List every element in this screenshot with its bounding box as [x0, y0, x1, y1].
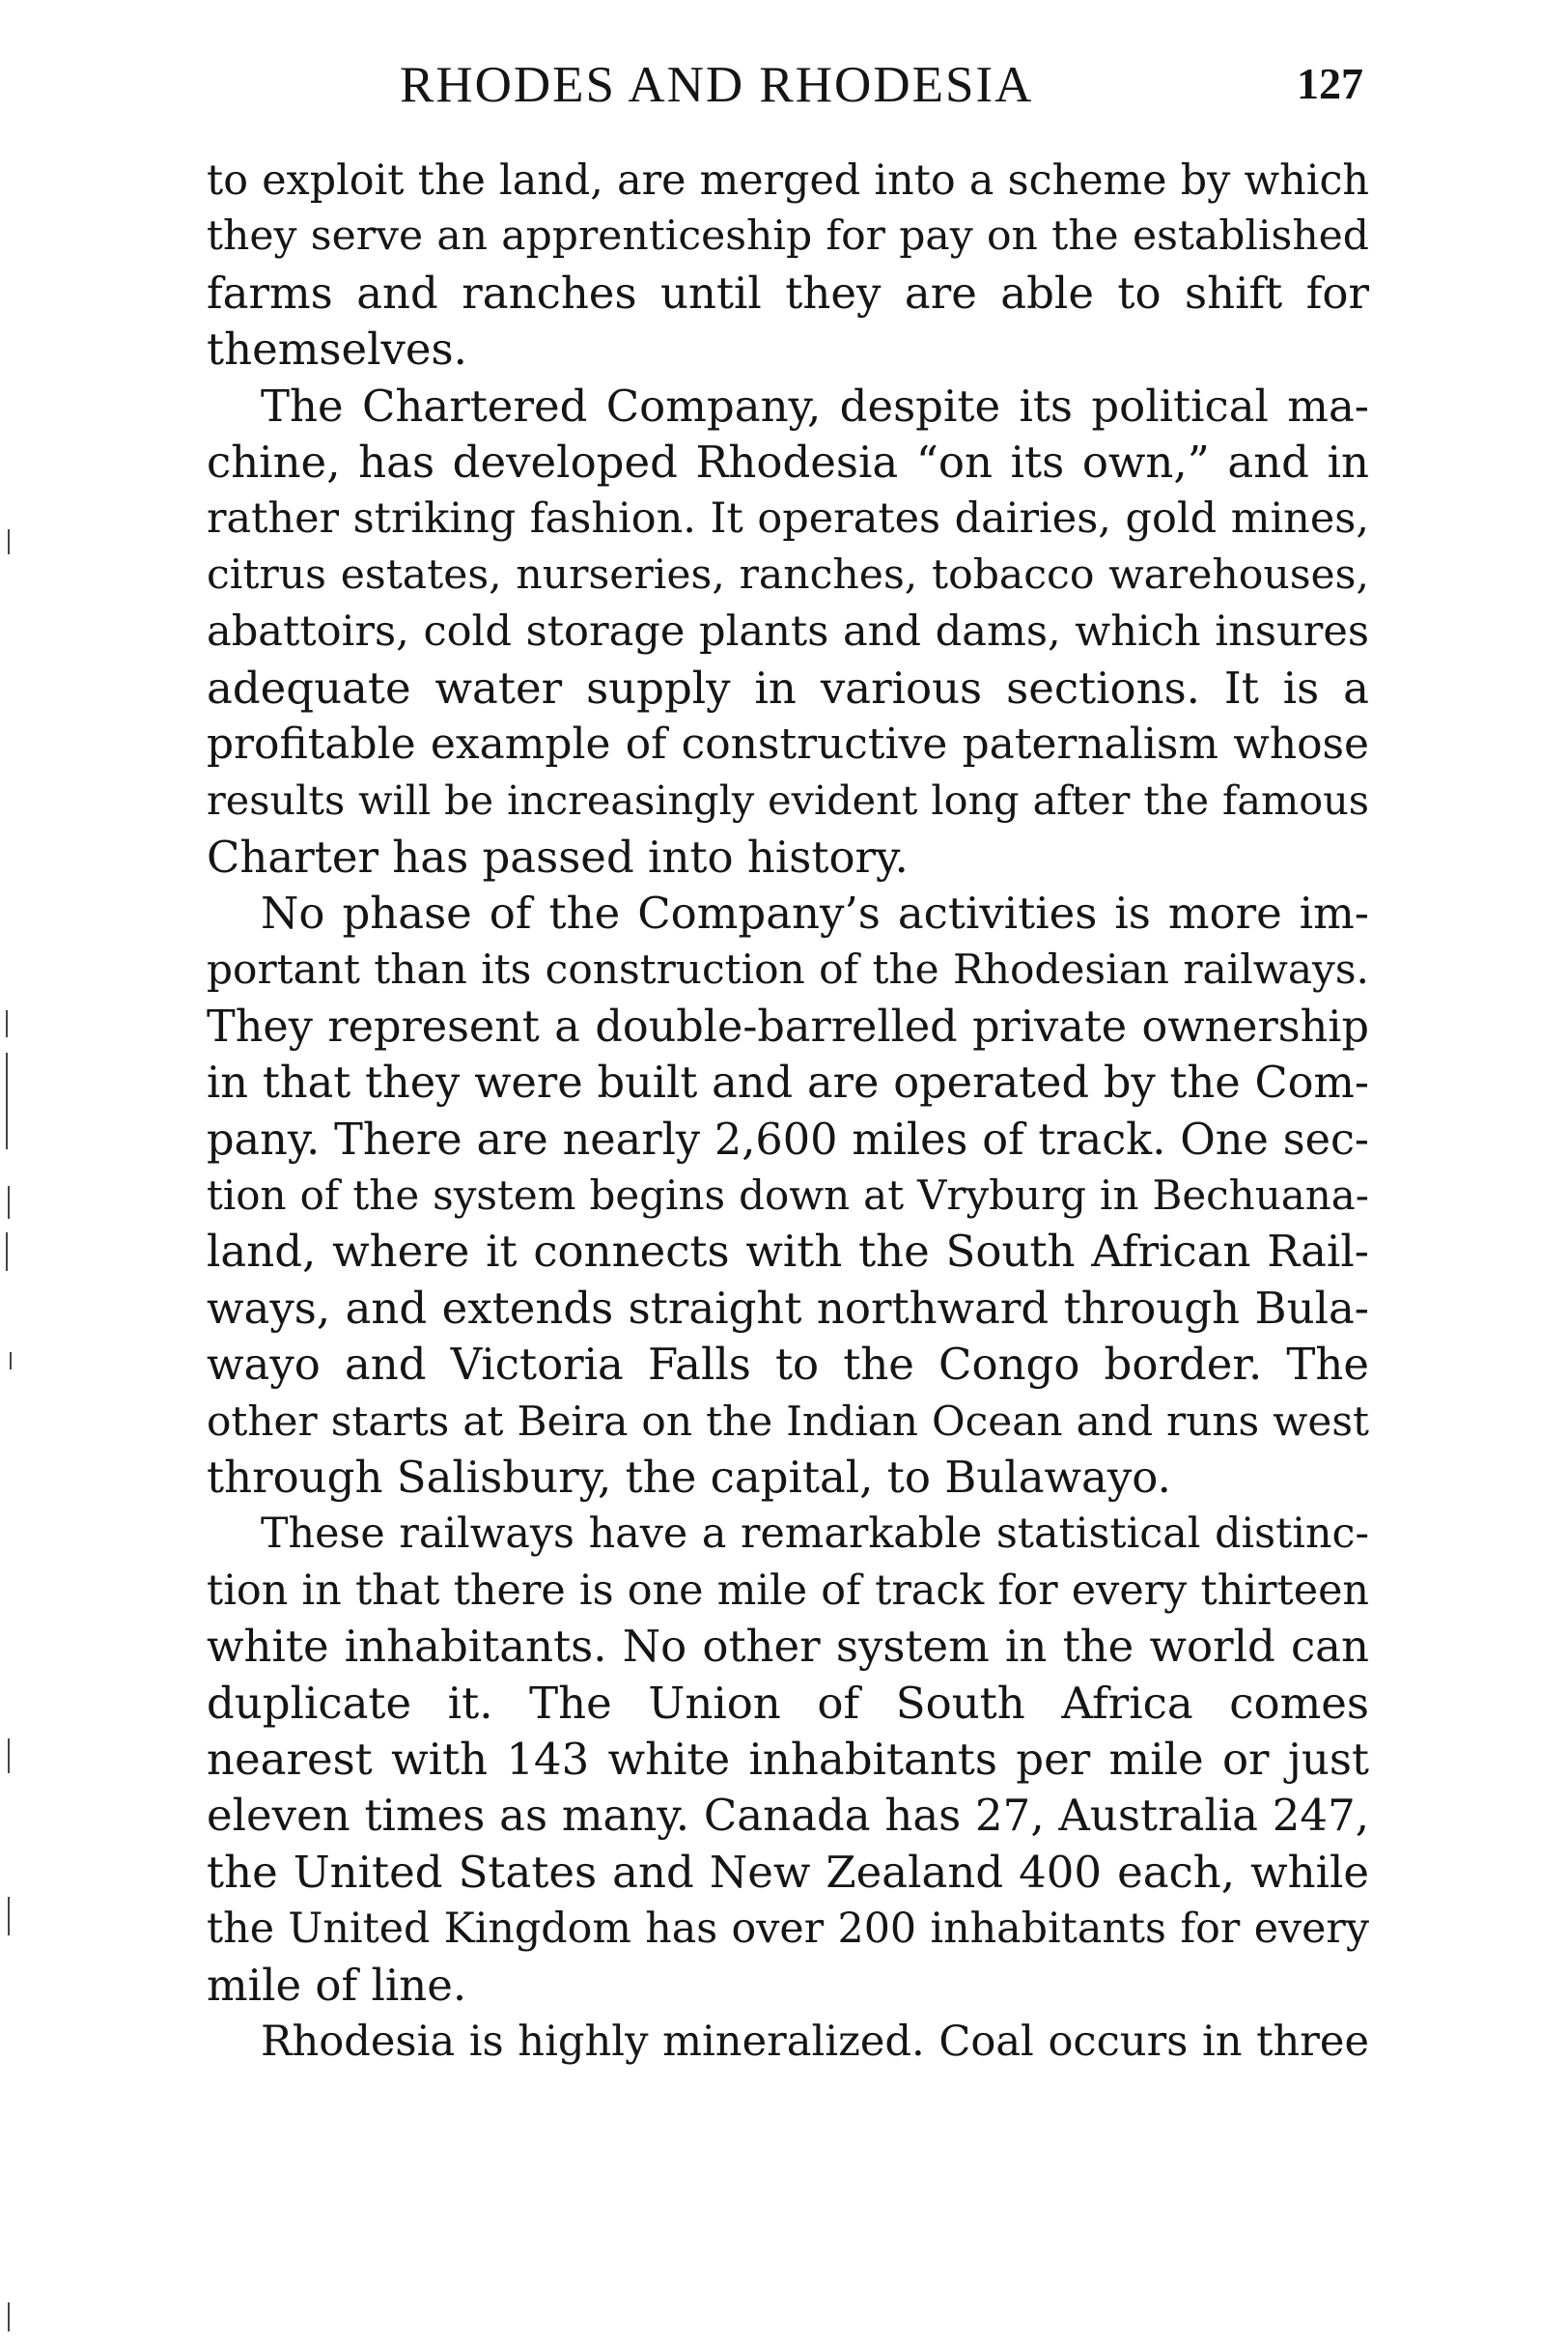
text-line: the United States and New Zealand 400 each, while — [207, 1846, 1369, 1898]
text-line: No phase of the Company’s activities is more im- — [261, 888, 1369, 940]
text-line: wayo and Victoria Falls to the Congo border. The — [207, 1339, 1369, 1391]
text-line: abattoirs, cold storage plants and dams, which insures — [207, 607, 1369, 657]
text-line: Charter has passed into history. — [207, 831, 909, 883]
running-head — [207, 56, 1369, 124]
text-line: The Chartered Company, despite its political ma- — [261, 380, 1369, 432]
text-line: tion of the system begins down at Vryburg in Bechuana- — [207, 1172, 1369, 1220]
text-line: they serve an apprenticeship for pay on the established — [207, 212, 1369, 261]
text-line: portant than its construction of the Rhodesian railways. — [207, 946, 1369, 994]
text-line: farms and ranches until they are able to shift for — [207, 267, 1369, 319]
text-line: Rhodesia is highly mineralized. Coal occurs in three — [261, 2017, 1369, 2066]
text-line: profitable example of constructive paternalism whose — [207, 719, 1369, 769]
text-line: mile of line. — [207, 1959, 467, 2011]
text-line: ways, and extends straight northward through Bula- — [207, 1282, 1369, 1334]
text-line: white inhabitants. No other system in the world can — [207, 1621, 1369, 1673]
text-line: eleven times as many. Canada has 27, Australia 247, — [207, 1790, 1369, 1842]
page-number: 127 — [1297, 59, 1363, 108]
text-line: tion in that there is one mile of track for every thirteen — [207, 1566, 1369, 1615]
text-line: citrus estates, nurseries, ranches, tobacco warehouses, — [207, 550, 1369, 599]
scan-margin-artifacts — [0, 0, 39, 2343]
text-line: nearest with 143 white inhabitants per mile or just — [207, 1733, 1369, 1785]
text-line: adequate water supply in various sections. It is a — [207, 662, 1369, 714]
text-line: land, where it connects with the South African Rail- — [207, 1226, 1369, 1278]
text-line: duplicate it. The Union of South Africa comes — [207, 1677, 1369, 1729]
text-line: other starts at Beira on the Indian Ocean and runs west — [207, 1397, 1369, 1445]
text-line: They represent a double-barrelled private ownership — [207, 1001, 1369, 1052]
text-line: themselves. — [207, 324, 467, 376]
text-line: rather striking fashion. It operates dairies, gold mines, — [207, 494, 1369, 544]
text-line: to exploit the land, are merged into a scheme by which — [207, 156, 1369, 205]
text-line: in that they were built and are operated by the Com- — [207, 1058, 1369, 1109]
text-line: the United Kingdom has over 200 inhabitants for every — [207, 1905, 1369, 1954]
text-line: chine, has developed Rhodesia “on its own,” and in — [207, 436, 1369, 488]
text-line: results will be increasingly evident long after the famous — [207, 777, 1369, 825]
running-head-title: RHODES AND RHODESIA — [400, 57, 1034, 113]
text-line: through Salisbury, the capital, to Bulawayo. — [207, 1451, 1171, 1503]
body-text — [207, 153, 1369, 2070]
text-line: pany. There are nearly 2,600 miles of track. One sec- — [207, 1114, 1369, 1165]
text-line: These railways have a remarkable statistical distinc- — [261, 1510, 1369, 1559]
